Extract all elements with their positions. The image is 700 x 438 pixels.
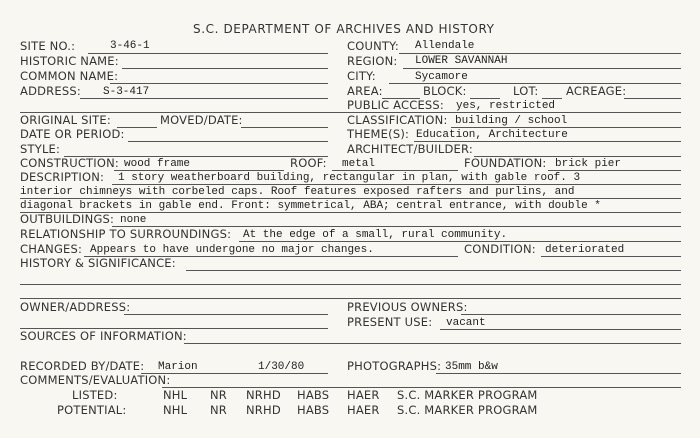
region-line: [403, 68, 681, 69]
block-label: BLOCK:: [423, 84, 467, 98]
condition-line: [541, 256, 681, 257]
acreage-label: ACREAGE:: [566, 84, 627, 98]
common-name-label: COMMON NAME:: [20, 69, 119, 83]
potential-label: POTENTIAL:: [57, 403, 127, 417]
potential-haer: HAER: [347, 403, 380, 417]
history-line-1: [186, 270, 681, 271]
listed-label: LISTED:: [72, 388, 118, 402]
construction-label: CONSTRUCTION:: [20, 156, 119, 170]
foundation-label: FOUNDATION:: [464, 156, 547, 170]
relationship-value: At the edge of a small, rural community.: [243, 229, 508, 241]
sources-line: [184, 343, 681, 344]
listed-nrhd: NRHD: [246, 388, 281, 402]
lot-line: [542, 98, 562, 99]
relationship-label: RELATIONSHIP TO SURROUNDINGS:: [20, 227, 232, 241]
relationship-line: [239, 241, 681, 242]
potential-habs: HABS: [297, 403, 330, 417]
common-name-line: [110, 83, 328, 84]
city-value: Sycamore: [415, 71, 468, 83]
outbuildings-value: none: [120, 214, 147, 226]
listed-marker: S.C. MARKER PROGRAM: [397, 388, 538, 402]
history-label: HISTORY & SIGNIFICANCE:: [20, 256, 176, 270]
previous-owners-line: [461, 314, 681, 315]
site-no-line: [88, 53, 328, 54]
description-rule-1: [112, 184, 681, 185]
area-label: AREA:: [347, 84, 383, 98]
description-rule-3: [20, 212, 681, 213]
acreage-line: [624, 98, 681, 99]
condition-label: CONDITION:: [464, 242, 536, 256]
description-rule-2: [20, 198, 681, 199]
classification-label: CLASSIFICATION:: [347, 113, 448, 127]
lot-label: LOT:: [513, 84, 539, 98]
theme-label: THEME(S):: [347, 127, 410, 141]
present-use-label: PRESENT USE:: [347, 315, 433, 329]
sources-label: SOURCES OF INFORMATION:: [20, 329, 187, 343]
listed-nr: NR: [210, 388, 227, 402]
classification-value: building / school: [455, 115, 568, 127]
recorded-date-value: 1/30/80: [258, 361, 305, 373]
changes-label: CHANGES:: [20, 242, 83, 256]
foundation-line: [548, 170, 681, 171]
original-site-label: ORIGINAL SITE:: [20, 113, 111, 127]
previous-owners-label: PREVIOUS OWNERS:: [347, 300, 468, 314]
history-line-3: [20, 298, 681, 299]
card-title: S.C. DEPARTMENT OF ARCHIVES AND HISTORY: [193, 22, 495, 36]
listed-haer: HAER: [347, 388, 380, 402]
condition-value: deteriorated: [545, 244, 625, 256]
roof-line: [332, 170, 458, 171]
photographs-line: [436, 373, 681, 374]
classification-line: [451, 127, 681, 128]
construction-line: [114, 170, 284, 171]
block-line: [470, 98, 500, 99]
region-value: LOWER SAVANNAH: [415, 55, 508, 67]
comments-label: COMMENTS/EVALUATION:: [20, 373, 171, 387]
address-value: S-3-417: [103, 86, 150, 98]
photographs-value: 35mm b&w: [445, 361, 498, 373]
changes-value: Appears to have undergone no major changes.: [90, 244, 374, 256]
potential-nr: NR: [210, 403, 227, 417]
city-label: CITY:: [347, 69, 376, 83]
region-label: REGION:: [347, 54, 398, 68]
architect-label: ARCHITECT/BUILDER:: [347, 142, 473, 156]
historic-name-line: [122, 68, 328, 69]
theme-value: Education, Architecture: [416, 129, 568, 141]
county-label: COUNTY:: [347, 39, 399, 53]
recorded-by-value: Marion: [158, 361, 198, 373]
foundation-value: brick pier: [555, 158, 622, 170]
county-value: Allendale: [415, 40, 475, 52]
public-access-label: PUBLIC ACCESS:: [347, 98, 444, 112]
photographs-label: PHOTOGRAPHS:: [347, 359, 442, 373]
outbuildings-label: OUTBUILDINGS:: [20, 212, 115, 226]
listed-nhl: NHL: [163, 388, 188, 402]
date-period-line: [128, 141, 328, 142]
construction-value: wood frame: [124, 158, 191, 170]
description-line-2: interior chimneys with corbeled caps. Roof features exposed rafters and purlins, and: [20, 186, 575, 198]
roof-label: ROOF:: [290, 156, 327, 170]
potential-nhl: NHL: [163, 403, 188, 417]
address-label: ADDRESS:: [20, 84, 81, 98]
description-line-1: 1 story weatherboard building, rectangular in plan, with gable roof. 3: [118, 172, 581, 184]
recorded-by-label: RECORDED BY/DATE:: [20, 359, 145, 373]
description-line-3: diagonal brackets in gable end. Front: symmetrical, ABA; central entrance, with double *: [20, 200, 601, 212]
owner-label: OWNER/ADDRESS:: [20, 300, 131, 314]
county-line: [399, 53, 681, 54]
potential-marker: S.C. MARKER PROGRAM: [397, 403, 538, 417]
roof-value: metal: [342, 158, 376, 170]
date-period-label: DATE OR PERIOD:: [20, 127, 125, 141]
present-use-value: vacant: [446, 317, 486, 329]
public-access-value: yes, restricted: [456, 100, 556, 112]
site-no-label: SITE NO.:: [20, 39, 76, 53]
style-label: STYLE:: [20, 142, 61, 156]
site-no-value: 3-46-1: [110, 40, 150, 52]
historic-name-label: HISTORIC NAME:: [20, 54, 119, 68]
description-label: DESCRIPTION:: [20, 170, 105, 184]
owner-line: [124, 314, 328, 315]
listed-habs: HABS: [297, 388, 330, 402]
potential-nrhd: NRHD: [246, 403, 281, 417]
moved-date-line: [241, 127, 328, 128]
present-use-line: [440, 329, 681, 330]
history-line-2: [20, 284, 681, 285]
address-line: [80, 98, 328, 99]
moved-date-label: MOVED/DATE:: [160, 113, 243, 127]
